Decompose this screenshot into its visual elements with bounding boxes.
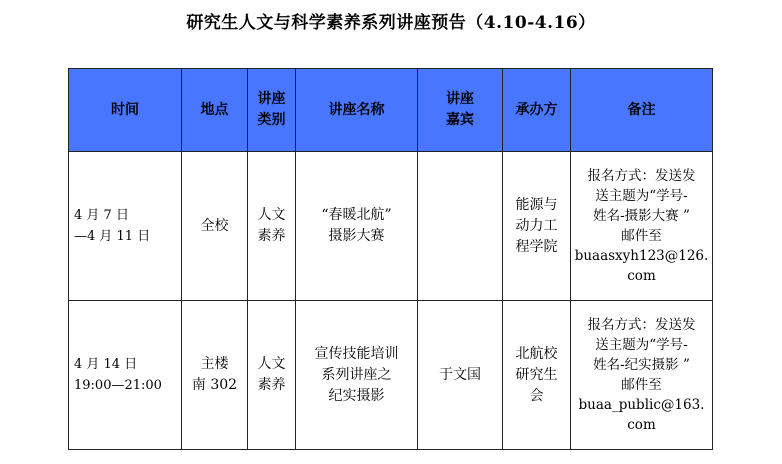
cell-line: 宣传技能培训: [314, 345, 399, 362]
cell-line: 人文: [257, 207, 286, 223]
cell-organizer: [503, 152, 571, 301]
header-guest: [418, 69, 503, 152]
cell-category: [248, 152, 296, 301]
header-organizer: 承办方: [503, 69, 571, 152]
cell-line: 素养: [257, 228, 286, 244]
cell-line: 邮件至: [621, 228, 662, 244]
header-notes: 备注: [571, 69, 713, 152]
cell-line: 动力工: [515, 217, 558, 234]
header-time: 时间: [69, 69, 182, 152]
cell-notes: [571, 152, 713, 301]
cell-time: [69, 152, 182, 301]
cell-line: —4 月 11 日: [74, 229, 151, 244]
cell-line: 主楼: [200, 356, 229, 372]
header-lecture-name: 讲座名称: [296, 69, 418, 152]
cell-line: 送主题为“学号-: [595, 337, 688, 353]
header-location: 地点: [182, 69, 248, 152]
lecture-schedule-table: [68, 68, 713, 450]
header-category-line: 类别: [257, 112, 286, 128]
table-row: [69, 301, 713, 450]
cell-line: 送主题为“学号-: [595, 188, 688, 204]
cell-time: [69, 301, 182, 450]
cell-line: 会: [529, 387, 544, 404]
cell-line: 程学院: [515, 238, 558, 255]
cell-line: 报名方式：发送发: [587, 168, 696, 184]
header-guest-line: 讲座: [446, 91, 474, 107]
cell-notes: [571, 301, 713, 450]
cell-line: 系列讲座之: [321, 366, 392, 383]
header-category-line: 讲座: [257, 91, 286, 107]
header-guest-line: 嘉宾: [446, 112, 474, 128]
table-row: [69, 152, 713, 301]
cell-line: 纪实摄影: [328, 387, 385, 404]
cell-line: buaa_public@163.: [578, 397, 705, 413]
cell-line: 于文国: [439, 366, 481, 383]
cell-line: 能源与: [515, 196, 558, 213]
cell-guest: [418, 301, 503, 450]
cell-line: 19:00—21:00: [74, 378, 162, 393]
cell-location: [182, 152, 248, 301]
cell-line: “春暖北航”: [321, 207, 392, 223]
page-title: 研究生人文与科学素养系列讲座预告（4.10-4.16）: [186, 13, 596, 33]
cell-line: 素养: [257, 377, 286, 393]
cell-line: com: [627, 417, 656, 433]
cell-line: 北航校: [515, 345, 558, 362]
cell-line: 摄影大赛: [328, 228, 385, 244]
cell-line: 姓名-纪实摄影 ”: [593, 357, 690, 373]
cell-line: 4 月 14 日: [74, 357, 138, 372]
cell-category: [248, 301, 296, 450]
cell-organizer: [503, 301, 571, 450]
cell-line: 全校: [200, 217, 229, 234]
cell-line: 研究生: [515, 366, 558, 383]
cell-line: 邮件至: [621, 377, 662, 393]
cell-lecture-name: [296, 152, 418, 301]
cell-line: 报名方式：发送发: [587, 317, 696, 333]
cell-line: com: [627, 268, 656, 284]
cell-line: 南 302: [191, 377, 238, 393]
cell-lecture-name: [296, 301, 418, 450]
cell-location: [182, 301, 248, 450]
cell-line: 4 月 7 日: [74, 208, 129, 223]
table-header-row: [69, 69, 713, 152]
cell-line: buaasxyh123@126.: [574, 248, 709, 264]
cell-line: 姓名-摄影大赛 ”: [593, 208, 690, 224]
header-category: [248, 69, 296, 152]
cell-guest: [418, 152, 503, 301]
cell-line: 人文: [257, 356, 286, 372]
